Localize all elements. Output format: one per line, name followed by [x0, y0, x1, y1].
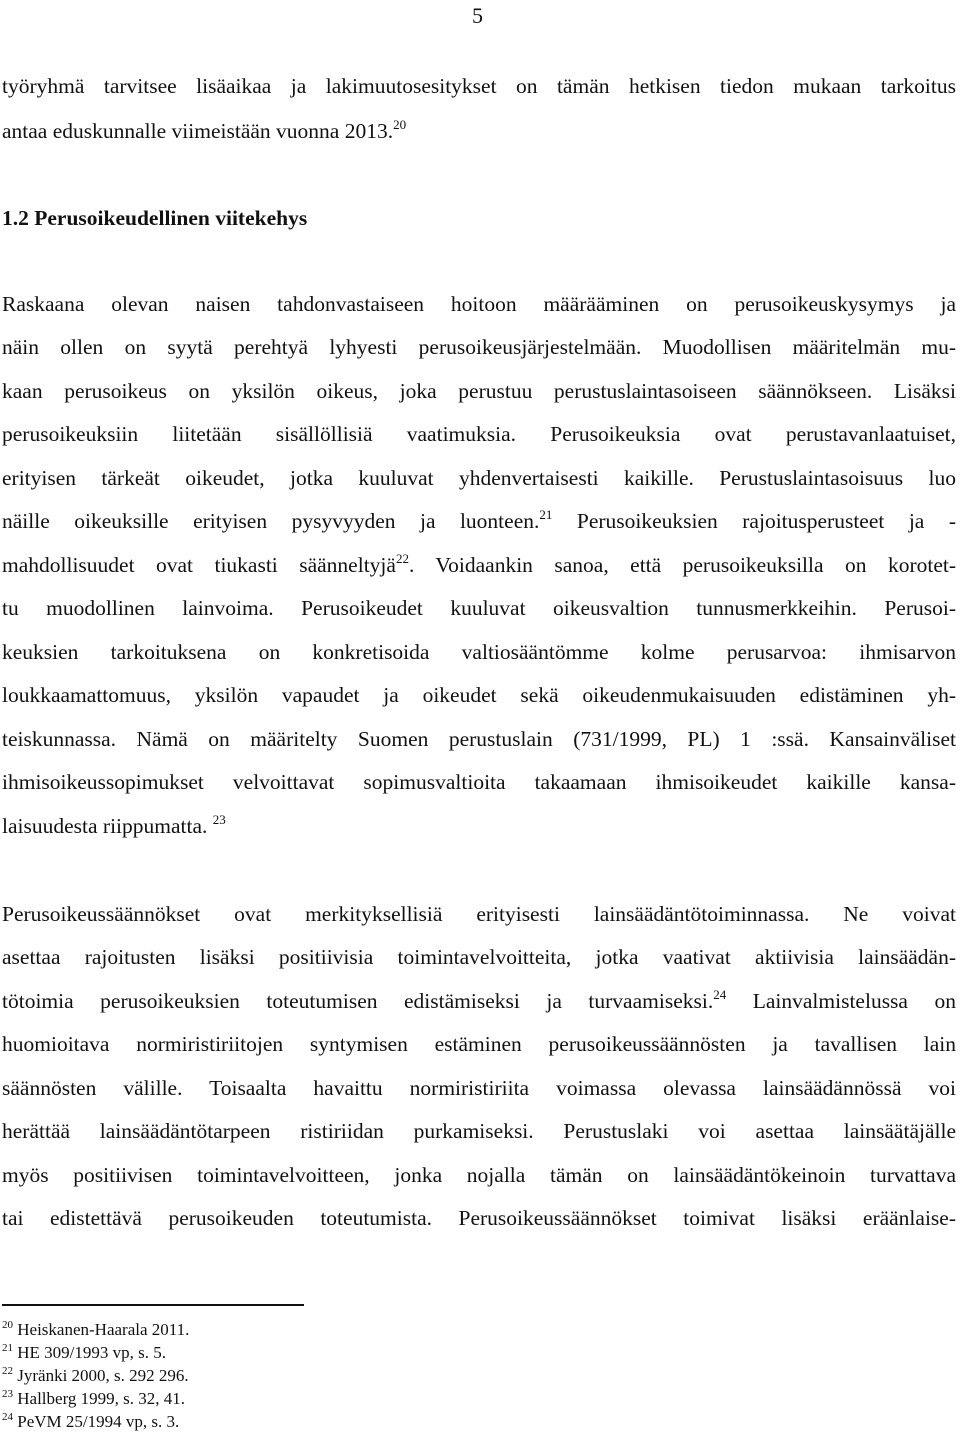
paragraph-1-line-6-rest: Perusoikeuksien rajoitusperusteet ja - — [552, 509, 956, 533]
footnote-text: Hallberg 1999, s. 32, 41. — [17, 1389, 186, 1408]
paragraph-1-line-5: erityisen tärkeät oikeudet, jotka kuuluvat yhdenvertaisesti kaikille. Perustuslaintasoisuus luo — [2, 466, 956, 490]
paragraph-2-line-6: herättää lainsäädäntötarpeen ristiriidan purkamiseksi. Perustuslaki voi asettaa lainsäätäjälle — [2, 1119, 956, 1143]
footnote-number: 20 — [2, 1319, 13, 1331]
footnote-ref-23: 23 — [212, 812, 226, 827]
paragraph-1-line-7-text: mahdollisuudet ovat tiukasti säänneltyjä — [2, 553, 396, 577]
footnote-text: PeVM 25/1994 vp, s. 3. — [17, 1412, 180, 1431]
footnote-23 — [2, 1389, 185, 1409]
paragraph-2-line-7: myös positiivisen toimintavelvoitteen, jonka nojalla tämän on lainsäädäntökeinoin turvattava — [2, 1163, 956, 1187]
footnote-ref-20: 20 — [393, 117, 407, 132]
paragraph-2-line-5: säännösten välille. Toisaalta havaittu normiristiriita voimassa olevassa lainsäädännössä voi — [2, 1076, 956, 1100]
paragraph-2-line-1: Perusoikeussäännökset ovat merkityksellisiä erityisesti lainsäädäntötoiminnassa. Ne voivat — [2, 902, 956, 926]
paragraph-1-line-6-text: näille oikeuksille erityisen pysyvyyden ja luonteen. — [2, 509, 540, 533]
intro-line-2 — [2, 117, 956, 145]
paragraph-1-line-7 — [2, 551, 956, 579]
section-heading: 1.2 Perusoikeudellinen viitekehys — [2, 206, 308, 230]
paragraph-2-line-2: asettaa rajoitusten lisäksi positiivisia toimintavelvoitteita, jotka vaativat aktiivisia lainsäädän- — [2, 945, 956, 969]
footnote-ref-21: 21 — [539, 507, 553, 522]
paragraph-1-line-8: tu muodollinen lainvoima. Perusoikeudet kuuluvat oikeusvaltion tunnusmerkkeihin. Perusoi- — [2, 596, 956, 620]
page-number: 5 — [472, 3, 483, 28]
footnote-ref-24: 24 — [713, 987, 727, 1002]
footnote-separator — [2, 1304, 304, 1306]
paragraph-1-line-4: perusoikeuksiin liitetään sisällöllisiä vaatimuksia. Perusoikeuksia ovat perustavanlaatuiset, — [2, 422, 956, 446]
footnote-22 — [2, 1366, 189, 1386]
paragraph-1-line-13 — [2, 812, 956, 840]
footnote-number: 22 — [2, 1365, 13, 1377]
paragraph-2-line-3 — [2, 987, 956, 1015]
paragraph-2-line-8: tai edistettävä perusoikeuden toteutumista. Perusoikeussäännökset toimivat lisäksi eräänlaise- — [2, 1206, 956, 1230]
footnote-ref-22: 22 — [395, 551, 409, 566]
footnote-24 — [2, 1412, 179, 1432]
paragraph-1-line-13-text: laisuudesta riippumatta. — [2, 814, 208, 838]
paragraph-1-line-3: kaan perusoikeus on yksilön oikeus, joka perustuu perustuslaintasoiseen säännökseen. Lisäksi — [2, 379, 956, 403]
footnote-21 — [2, 1343, 166, 1363]
footnote-number: 24 — [2, 1411, 13, 1423]
paragraph-1-line-7-rest: . Voidaankin sanoa, että perusoikeuksilla on korotet- — [408, 553, 956, 577]
paragraph-1-line-6 — [2, 507, 956, 535]
footnote-number: 23 — [2, 1388, 13, 1400]
paragraph-1-line-9: keuksien tarkoituksena on konkretisoida valtiosääntömme kolme perusarvoa: ihmisarvon — [2, 640, 956, 664]
paragraph-1-line-1: Raskaana olevan naisen tahdonvastaiseen hoitoon määrääminen on perusoikeuskysymys ja — [2, 292, 956, 316]
footnote-text: Heiskanen-Haarala 2011. — [17, 1320, 190, 1339]
paragraph-1-line-10: loukkaamattomuus, yksilön vapaudet ja oikeudet sekä oikeudenmukaisuuden edistäminen yh- — [2, 683, 956, 707]
paragraph-2-line-3-text: tötoimia perusoikeuksien toteutumisen edistämiseksi ja turvaamiseksi. — [2, 989, 714, 1013]
intro-line-1: työryhmä tarvitsee lisäaikaa ja lakimuutosesitykset on tämän hetkisen tiedon mukaan tarkoitus — [2, 74, 956, 98]
footnote-20 — [2, 1320, 189, 1340]
paragraph-1-line-11: teiskunnassa. Nämä on määritelty Suomen perustuslain (731/1999, PL) 1 :ssä. Kansainväliset — [2, 727, 956, 751]
paragraph-2-line-3-rest: Lainvalmistelussa on — [726, 989, 956, 1013]
footnote-text: Jyränki 2000, s. 292 296. — [17, 1366, 189, 1385]
paragraph-1-line-2: näin ollen on syytä perehtyä lyhyesti perusoikeusjärjestelmään. Muodollisen määritelmän mu- — [2, 335, 956, 359]
intro-line-2-text: antaa eduskunnalle viimeistään vuonna 2013. — [2, 119, 394, 143]
paragraph-2-line-4: huomioitava normiristiriitojen syntymisen estäminen perusoikeussäännösten ja tavallisen lain — [2, 1032, 956, 1056]
paragraph-1-line-12: ihmisoikeussopimukset velvoittavat sopimusvaltioita takaamaan ihmisoikeudet kaikille kansa- — [2, 770, 956, 794]
footnote-number: 21 — [2, 1342, 13, 1354]
footnote-text: HE 309/1993 vp, s. 5. — [17, 1343, 166, 1362]
